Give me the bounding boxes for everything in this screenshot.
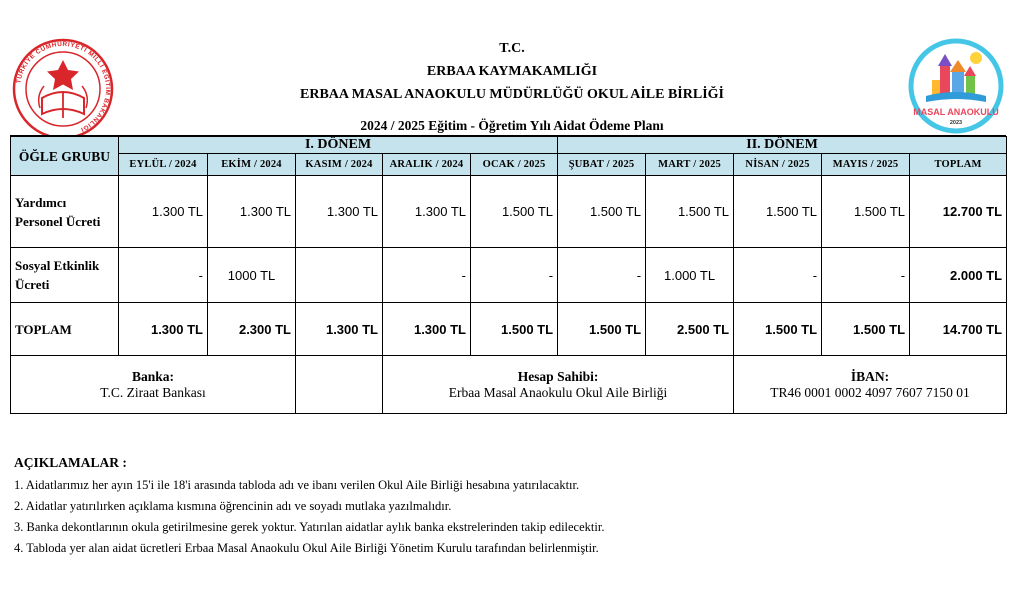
bank-value: T.C. Ziraat Bankası bbox=[100, 384, 206, 400]
total-cell: 2.000 TL bbox=[910, 248, 1007, 303]
total-cell: 14.700 TL bbox=[910, 303, 1007, 356]
row-label: Yardımcı Personel Ücreti bbox=[11, 176, 119, 248]
header-line-tc: T.C. bbox=[499, 41, 525, 56]
svg-text:TÜRKİYE CUMHURİYETİ MİLLİ EĞİT: TÜRKİYE CUMHURİYETİ MİLLİ EĞİTİM BAKANLIĞI bbox=[15, 40, 112, 134]
month-header: KASIM / 2024 bbox=[296, 154, 383, 176]
value-cell: 1.500 TL bbox=[471, 176, 558, 248]
value-cell: 1.300 TL bbox=[296, 176, 383, 248]
value-cell: 1.300 TL bbox=[208, 176, 296, 248]
holder-label: Hesap Sahibi: bbox=[517, 368, 599, 384]
value-cell bbox=[296, 248, 383, 303]
value-cell: 2.500 TL bbox=[646, 303, 734, 356]
month-header: OCAK / 2025 bbox=[471, 154, 558, 176]
month-header: ŞUBAT / 2025 bbox=[558, 154, 646, 176]
value-cell: 1.300 TL bbox=[119, 176, 208, 248]
month-header: EYLÜL / 2024 bbox=[119, 154, 208, 176]
month-header: MAYIS / 2025 bbox=[822, 154, 910, 176]
iban-label: İBAN: bbox=[850, 368, 890, 384]
period-2-header: II. DÖNEM bbox=[558, 137, 1007, 154]
value-cell: - bbox=[119, 248, 208, 303]
value-cell: 1.500 TL bbox=[471, 303, 558, 356]
note-item: 1. Aidatlarımız her ayın 15'i ile 18'i arasında tabloda adı ve ibanı verilen Okul Aile Birliği hesabına yatırılacaktır. bbox=[14, 478, 580, 492]
notes-heading: AÇIKLAMALAR : bbox=[14, 455, 127, 470]
period-1-header: I. DÖNEM bbox=[119, 137, 558, 154]
value-cell: - bbox=[471, 248, 558, 303]
value-cell: 1.300 TL bbox=[383, 303, 471, 356]
note-item: 2. Aidatlar yatırılırken açıklama kısmına öğrencinin adı ve soyadı mutlaka yazılmalıdır. bbox=[14, 499, 452, 513]
payment-plan-table bbox=[10, 136, 1007, 414]
value-cell: 1.000 TL bbox=[646, 248, 734, 303]
row-label: Sosyal Etkinlik Ücreti bbox=[11, 248, 119, 303]
value-cell: 1.300 TL bbox=[296, 303, 383, 356]
iban-cell bbox=[734, 356, 1007, 414]
table-row bbox=[11, 303, 1007, 356]
value-cell: 1.500 TL bbox=[822, 303, 910, 356]
holder-value: Erbaa Masal Anaokulu Okul Aile Birliği bbox=[448, 384, 668, 400]
header-line-kaymakamlik: ERBAA KAYMAKAMLIĞI bbox=[426, 64, 598, 79]
value-cell: 1.500 TL bbox=[734, 303, 822, 356]
value-cell: - bbox=[558, 248, 646, 303]
total-cell: 12.700 TL bbox=[910, 176, 1007, 248]
holder-cell bbox=[383, 356, 734, 414]
value-cell: 1.300 TL bbox=[119, 303, 208, 356]
value-cell: 1000 TL bbox=[208, 248, 296, 303]
value-cell: 1.500 TL bbox=[734, 176, 822, 248]
notes-section bbox=[14, 455, 604, 559]
month-header: EKİM / 2024 bbox=[208, 154, 296, 176]
value-cell: 1.500 TL bbox=[558, 176, 646, 248]
row-label: TOPLAM bbox=[11, 303, 119, 356]
value-cell: - bbox=[822, 248, 910, 303]
note-item: 3. Banka dekontlarının okula getirilmesine gerek yoktur. Yatırılan aidatlar aylık banka ekstrelerinden takip edilecektir. bbox=[14, 520, 605, 534]
value-cell: 1.500 TL bbox=[558, 303, 646, 356]
value-cell: 2.300 TL bbox=[208, 303, 296, 356]
value-cell: - bbox=[383, 248, 471, 303]
total-header: TOPLAM bbox=[910, 154, 1007, 176]
bank-info-row bbox=[11, 356, 1007, 414]
page-title: 2024 / 2025 Eğitim - Öğretim Yılı Aidat Ödeme Planı bbox=[360, 118, 664, 133]
note-item: 4. Tabloda yer alan aidat ücretleri Erbaa Masal Anaokulu Okul Aile Birliği Yönetim Kurulu tarafından belirlenmiştir. bbox=[14, 541, 599, 555]
value-cell: 1.500 TL bbox=[646, 176, 734, 248]
bank-cell bbox=[11, 356, 296, 414]
month-header: MART / 2025 bbox=[646, 154, 734, 176]
table-row bbox=[11, 176, 1007, 248]
svg-text:MASAL ANAOKULU: MASAL ANAOKULU bbox=[913, 107, 999, 117]
table-row bbox=[11, 248, 1007, 303]
value-cell: 1.500 TL bbox=[822, 176, 910, 248]
month-header: NİSAN / 2025 bbox=[734, 154, 822, 176]
value-cell: - bbox=[734, 248, 822, 303]
iban-value: TR46 0001 0002 4097 7607 7150 01 bbox=[770, 384, 970, 400]
value-cell: 1.300 TL bbox=[383, 176, 471, 248]
empty-cell bbox=[296, 356, 383, 414]
month-header: ARALIK / 2024 bbox=[383, 154, 471, 176]
group-label: ÖĞLE GRUBU bbox=[18, 148, 111, 164]
bank-label: Banka: bbox=[131, 368, 175, 384]
group-label-cell bbox=[11, 137, 119, 176]
header-line-school: ERBAA MASAL ANAOKULU MÜDÜRLÜĞÜ OKUL AİLE BİRLİĞİ bbox=[300, 87, 724, 102]
svg-text:2023: 2023 bbox=[949, 120, 963, 126]
